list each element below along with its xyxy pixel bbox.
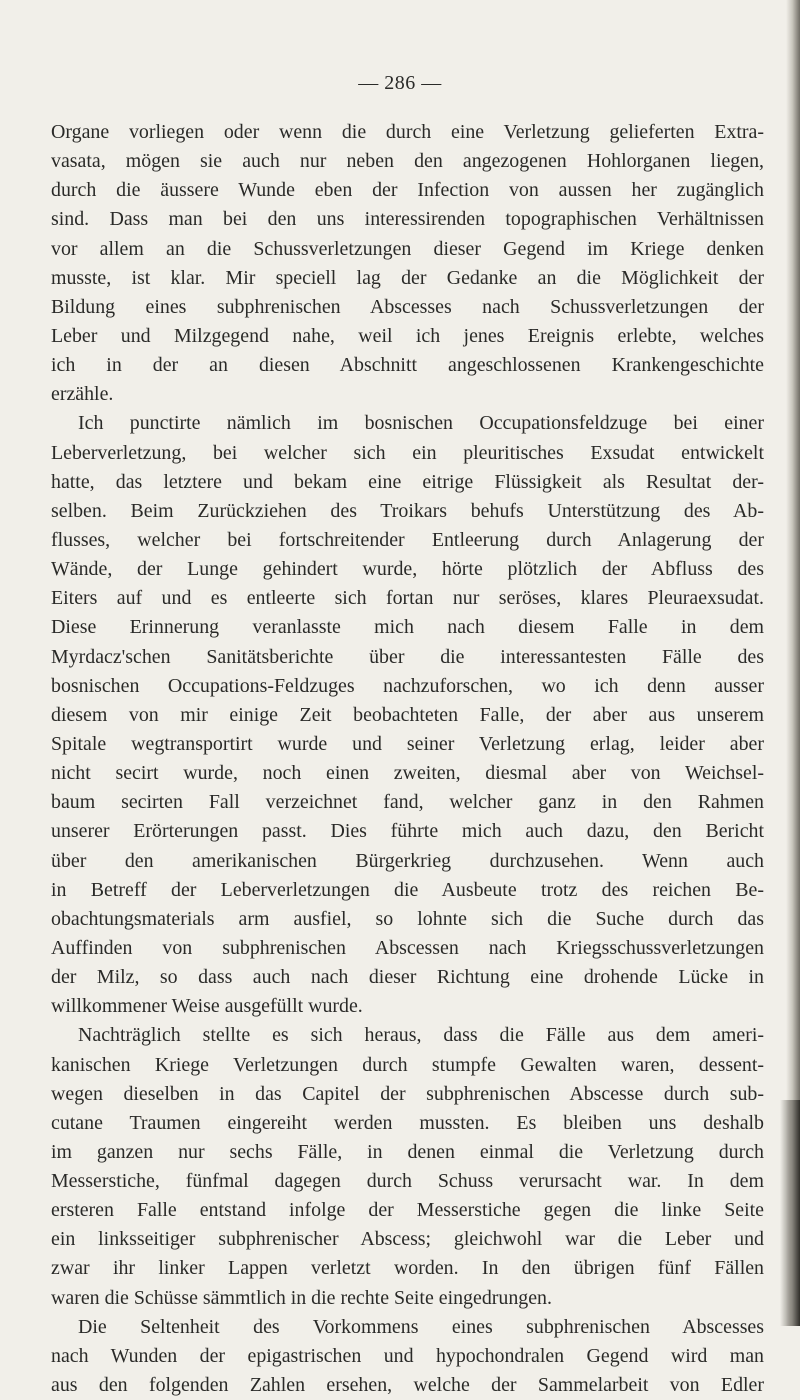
text-line: nicht secirt wurde, noch einen zweiten, diesmal aber von Weichsel- [51,762,764,785]
text-line: waren die Schüsse sämmtlich in die rechte Seite eingedrungen. [51,1286,552,1309]
text-line: ersteren Falle entstand infolge der Messerstiche gegen die linke Seite [51,1199,764,1222]
text-line: obachtungsmaterials arm ausfiel, so lohnte sich die Suche durch das [51,907,764,930]
text-line: Messerstiche, fünfmal dagegen durch Schuss verursacht war. In dem [51,1170,764,1193]
page-edge-shadow-bottom [780,1100,800,1326]
text-line: Organe vorliegen oder wenn die durch eine Verletzung gelieferten Extra- [51,121,764,143]
text-line: in Betreff der Leberverletzungen die Ausbeute trotz des reichen Be- [51,878,764,901]
body-text [51,118,764,1400]
text-line: cutane Traumen eingereiht werden mussten. Es bleiben uns deshalb [51,1111,764,1134]
text-line: Spitale wegtransportirt wurde und seiner Verletzung erlag, leider aber [51,732,764,755]
text-line: bosnischen Occupations-Feldzuges nachzuforschen, wo ich denn ausser [51,674,764,697]
text-line: Auffinden von subphrenischen Abscessen nach Kriegsschussverletzungen [51,936,764,959]
text-line: wegen dieselben in das Capitel der subphrenischen Abscesse durch sub- [51,1082,764,1105]
text-line: über den amerikanischen Bürgerkrieg durchzusehen. Wenn auch [51,849,764,872]
text-line: aus den folgenden Zahlen ersehen, welche der Sammelarbeit von Edler [51,1374,764,1397]
text-line: hatte, das letztere und bekam eine eitrige Flüssigkeit als Resultat der- [51,470,764,493]
text-line: unserer Erörterungen passt. Dies führte mich auch dazu, den Bericht [51,820,764,843]
text-line: musste, ist klar. Mir speciell lag der Gedanke an die Möglichkeit der [51,266,764,289]
text-line: zwar ihr linker Lappen verletzt worden. In den übrigen fünf Fällen [51,1257,764,1280]
text-line: baum secirten Fall verzeichnet fand, welcher ganz in den Rahmen [51,791,764,814]
text-line: Leberverletzung, bei welcher sich ein pleuritisches Exsudat entwickelt [51,441,764,464]
text-line: ich in der an diesen Abschnitt angeschlossenen Krankengeschichte [51,354,764,377]
text-line: Ich punctirte nämlich im bosnischen Occupationsfeldzuge bei einer [78,412,764,435]
text-line: selben. Beim Zurückziehen des Troikars behufs Unterstützung des Ab- [51,499,764,522]
text-line: Myrdacz'schen Sanitätsberichte über die interessantesten Fälle des [51,645,764,668]
text-line: willkommener Weise ausgefüllt wurde. [51,995,363,1018]
text-line: Eiters auf und es entleerte sich fortan nur seröses, klares Pleuraexsudat. [51,587,764,610]
text-line: Nachträglich stellte es sich heraus, dass die Fälle aus dem ameri- [78,1024,764,1047]
page-number: — 286 — [358,72,442,94]
text-line: ein linksseitiger subphrenischer Abscess; gleichwohl war die Leber und [51,1228,764,1251]
text-line: Leber und Milzgegend nahe, weil ich jenes Ereignis erlebte, welches [51,324,764,347]
text-line: flusses, welcher bei fortschreitender Entleerung durch Anlagerung der [51,528,764,551]
text-line: Diese Erinnerung veranlasste mich nach diesem Falle in dem [51,616,764,639]
text-line: nach Wunden der epigastrischen und hypochondralen Gegend wird man [51,1344,764,1367]
text-line: sind. Dass man bei den uns interessirenden topographischen Verhältnissen [51,208,764,231]
text-line: der Milz, so dass auch nach dieser Richtung eine drohende Lücke in [51,966,764,989]
text-line: durch die äussere Wunde eben der Infection von aussen her zugänglich [51,179,764,202]
text-line: Bildung eines subphrenischen Abscesses nach Schussverletzungen der [51,295,764,318]
text-line: kanischen Kriege Verletzungen durch stumpfe Gewalten waren, dessent- [51,1053,764,1076]
text-line: im ganzen nur sechs Fälle, in denen einmal die Verletzung durch [51,1140,764,1163]
text-line: diesem von mir einige Zeit beobachteten Falle, der aber aus unserem [51,703,764,726]
text-line: Wände, der Lunge gehindert wurde, hörte plötzlich der Abfluss des [51,558,764,581]
text-line: Die Seltenheit des Vorkommens eines subphrenischen Abscesses [78,1315,764,1338]
text-line: vor allem an die Schussverletzungen dieser Gegend im Kriege denken [51,237,764,260]
text-line: erzähle. [51,383,114,406]
text-line: vasata, mögen sie auch nur neben den angezogenen Hohlorganen liegen, [51,150,764,173]
